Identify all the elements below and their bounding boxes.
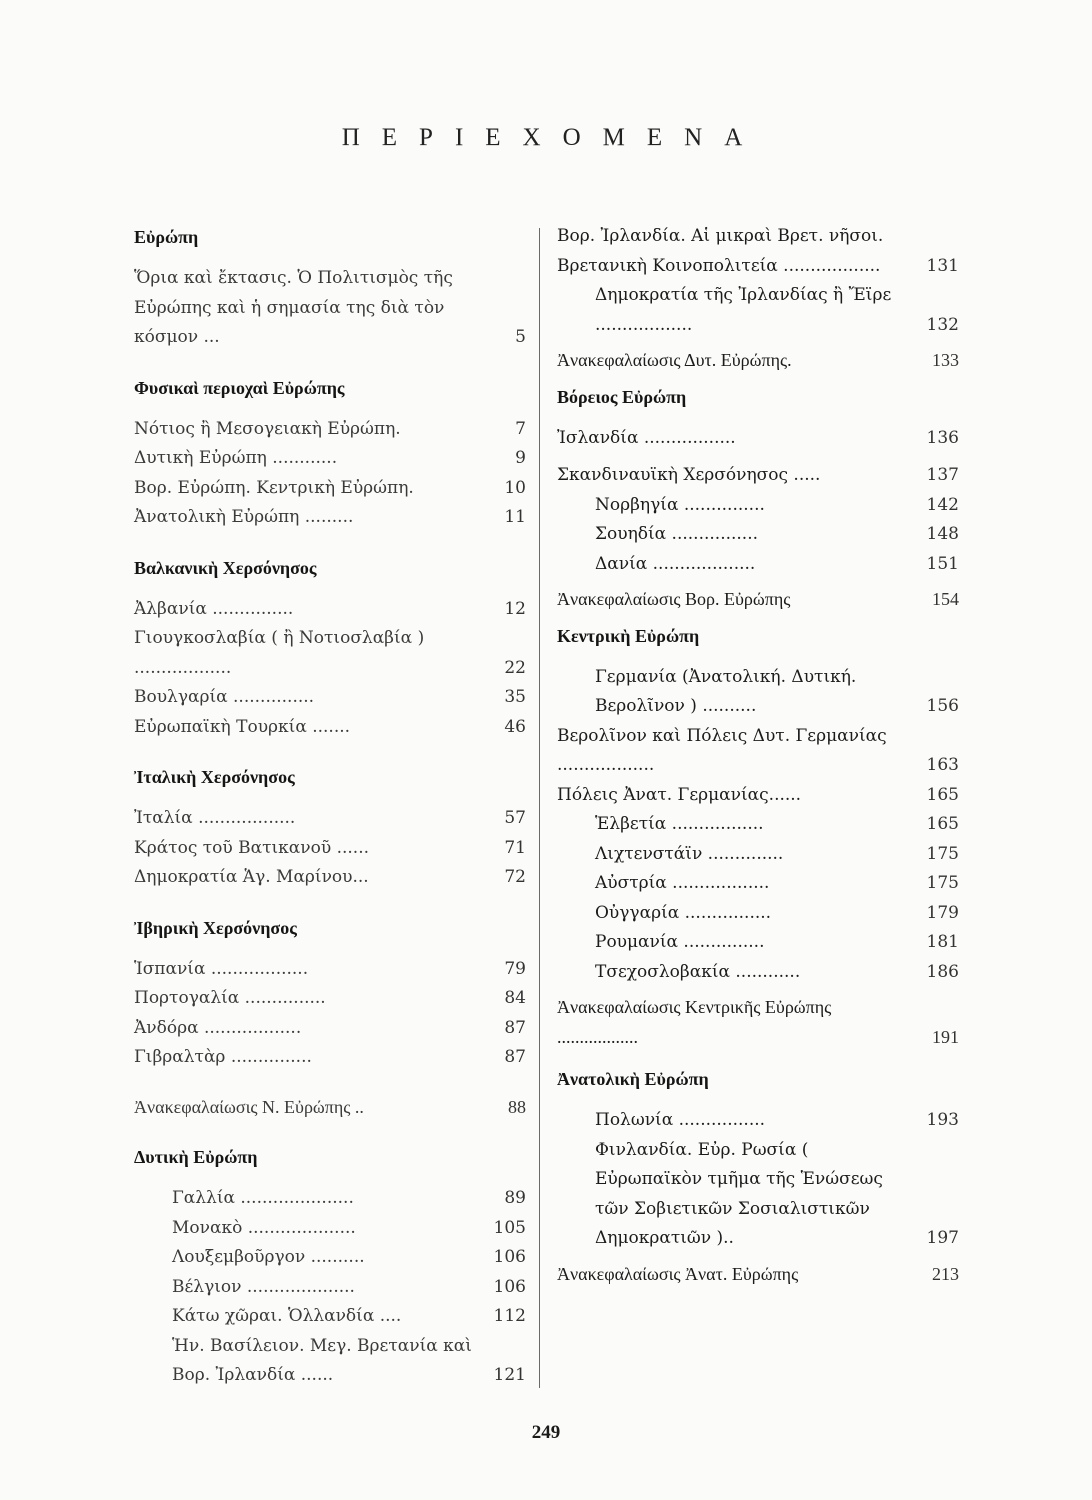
toc-entry[interactable]: Ρουμανία ............... 181 xyxy=(595,932,959,952)
toc-entry[interactable]: Ἀνακεφαλαίωσις Ν. Εὐρώπης .. 88 xyxy=(134,1096,526,1117)
toc-entry[interactable]: Πορτογαλία ............... 84 xyxy=(134,988,526,1008)
toc-entry[interactable]: Ἰσλανδία ................. 136 xyxy=(557,427,959,448)
toc-entry[interactable]: Δανία ................... 151 xyxy=(595,553,959,574)
toc-entry[interactable]: Ἀνδόρα .................. 87 xyxy=(134,1017,526,1038)
right-column xyxy=(557,222,959,1295)
toc-entry[interactable]: Ἀλβανία ............... 12 xyxy=(134,598,526,619)
column-divider xyxy=(539,228,540,1388)
toc-entry[interactable]: Δημοκρατία τῆς Ἰρλανδίας ἢ Ἔϊρε .................. 132 xyxy=(595,285,959,335)
toc-entry[interactable]: Γιουγκοσλαβία ( ἢ Νοτιοσλαβία ) .................. 22 xyxy=(134,628,526,678)
section-ireland xyxy=(557,222,959,340)
section-heading: Βαλκανικὴ Χερσόνησος xyxy=(134,557,317,578)
toc-entry[interactable]: Ἀνακεφαλαίωσις Ἀνατ. Εὐρώπης 213 xyxy=(557,1263,959,1284)
section-heading: Βόρειος Εὐρώπη xyxy=(557,386,687,407)
toc-entry[interactable]: Νορβηγία ............... 142 xyxy=(595,494,959,515)
toc-entry[interactable]: Μονακὸ .................... 105 xyxy=(172,1217,526,1238)
toc-entry[interactable]: Βουλγαρία ............... 35 xyxy=(134,687,526,707)
toc-entry[interactable]: Ἰταλία .................. 57 xyxy=(134,808,526,828)
left-column xyxy=(134,222,526,1397)
section-heading: Φυσικαὶ περιοχαὶ Εὐρώπης xyxy=(134,377,345,398)
toc-entry[interactable]: Βερολῖνον καὶ Πόλεις Δυτ. Γερμανίας .................. 163 xyxy=(557,725,959,775)
toc-entry[interactable]: Οὐγγαρία ................ 179 xyxy=(595,902,959,923)
toc-entry[interactable]: Κράτος τοῦ Βατικανοῦ ...... 71 xyxy=(134,837,526,858)
toc-entry[interactable]: Ἱσπανία .................. 79 xyxy=(134,958,526,979)
toc-entry[interactable]: Ἀνακεφαλαίωσις Βορ. Εὐρώπης 154 xyxy=(557,589,959,609)
section-iberian xyxy=(134,913,526,1073)
section-northern xyxy=(557,382,959,580)
section-italian xyxy=(134,762,526,893)
toc-entry[interactable]: Τσεχοσλοβακία ............ 186 xyxy=(595,961,959,982)
section-heading: Κεντρικὴ Εὐρώπη xyxy=(557,625,700,646)
toc-entry[interactable]: Κάτω χῶραι. Ὁλλανδία .... 112 xyxy=(172,1306,526,1326)
toc-entry[interactable]: Πολωνία ................ 193 xyxy=(595,1110,959,1130)
toc-entry[interactable]: Εὐρωπαϊκὴ Τουρκία ....... 46 xyxy=(134,716,526,737)
section-summary-east xyxy=(557,1260,959,1290)
section-balkan xyxy=(134,553,526,743)
toc-entry[interactable]: Σκανδιναυϊκὴ Χερσόνησος ..... 137 xyxy=(557,465,959,485)
toc-entry[interactable]: Βορ. Ἰρλανδία. Αἱ μικραὶ Βρετ. νῆσοι. Βρετανικὴ Κοινοπολιτεία .................. 131 xyxy=(557,226,959,276)
section-heading: Δυτικὴ Εὐρώπη xyxy=(134,1147,258,1167)
toc-entry[interactable]: Δημοκρατία Ἁγ. Μαρίνου... 72 xyxy=(134,867,526,887)
toc-entry[interactable]: Φινλανδία. Εὐρ. Ρωσία ( Εὐρωπαϊκὸν τμῆμα τῆς Ἑνώσεως τῶν Σοβιετικῶν Σοσιαλιστικῶν Δημοκρατιῶν ).. 197 xyxy=(595,1139,959,1248)
section-summary-central xyxy=(557,993,959,1052)
section-summary-north xyxy=(557,585,959,615)
toc-entry[interactable]: Ἀνατολικὴ Εὐρώπη ......... 11 xyxy=(134,507,526,527)
page-number: 249 xyxy=(531,1422,561,1443)
section-europe xyxy=(134,222,526,353)
toc-entry[interactable]: Πόλεις Ἀνατ. Γερμανίας...... 165 xyxy=(557,784,959,805)
toc-entry[interactable]: Αὐστρία .................. 175 xyxy=(595,873,959,893)
section-heading: Ἰταλικὴ Χερσόνησος xyxy=(134,767,295,787)
page-title: ΠΕΡΙΕΧΟΜΕΝΑ xyxy=(341,124,765,151)
toc-entry[interactable]: Ἑλβετία ................. 165 xyxy=(595,814,959,834)
toc-entry[interactable]: Νότιος ἢ Μεσογειακὴ Εὐρώπη. 7 xyxy=(134,418,526,439)
toc-entry[interactable]: Ἀνακεφαλαίωσις Κεντρικῆς Εὐρώπης .................. 191 xyxy=(557,997,959,1047)
toc-entry[interactable]: Ἡν. Βασίλειον. Μεγ. Βρετανία καὶ Βορ. Ἰρλανδία ...... 121 xyxy=(172,1335,526,1385)
section-summary-south xyxy=(134,1093,526,1123)
toc-entry[interactable]: Δυτικὴ Εὐρώπη ............ 9 xyxy=(134,448,526,468)
section-physical-regions xyxy=(134,373,526,533)
section-eastern xyxy=(557,1064,959,1254)
section-heading: Ἰβηρικὴ Χερσόνησος xyxy=(134,917,297,938)
toc-entry[interactable]: Βορ. Εὐρώπη. Κεντρικὴ Εὐρώπη. 10 xyxy=(134,477,526,498)
toc-entry[interactable]: Γαλλία ..................... 89 xyxy=(172,1188,526,1208)
toc-entry[interactable]: Γιβραλτὰρ ............... 87 xyxy=(134,1047,526,1067)
section-heading: Ἀνατολικὴ Εὐρώπη xyxy=(557,1069,709,1089)
toc-entry[interactable]: Ἀνακεφαλαίωσις Δυτ. Εὐρώπης. 133 xyxy=(557,350,959,370)
toc-entry[interactable]: Λιχτενστάϊν .............. 175 xyxy=(595,843,959,864)
section-central xyxy=(557,621,959,988)
toc-entry[interactable]: Γερμανία (Ἀνατολική. Δυτική. Βερολῖνον ) .......... 156 xyxy=(595,666,959,716)
toc-entry[interactable]: Σουηδία ................ 148 xyxy=(595,524,959,544)
toc-entry[interactable]: Βέλγιον .................... 106 xyxy=(172,1276,526,1297)
section-heading: Εὐρώπη xyxy=(134,227,199,247)
section-summary-west xyxy=(557,346,959,376)
toc-entry[interactable]: Λουξεμβοῦργον .......... 106 xyxy=(172,1247,526,1267)
section-western xyxy=(134,1142,526,1391)
toc-entry[interactable]: Ὅρια καὶ ἔκτασις. Ὁ Πολιτισμὸς τῆς Εὐρώπης καὶ ἡ σημασία της διὰ τὸν κόσμον ... 5 xyxy=(134,268,526,347)
